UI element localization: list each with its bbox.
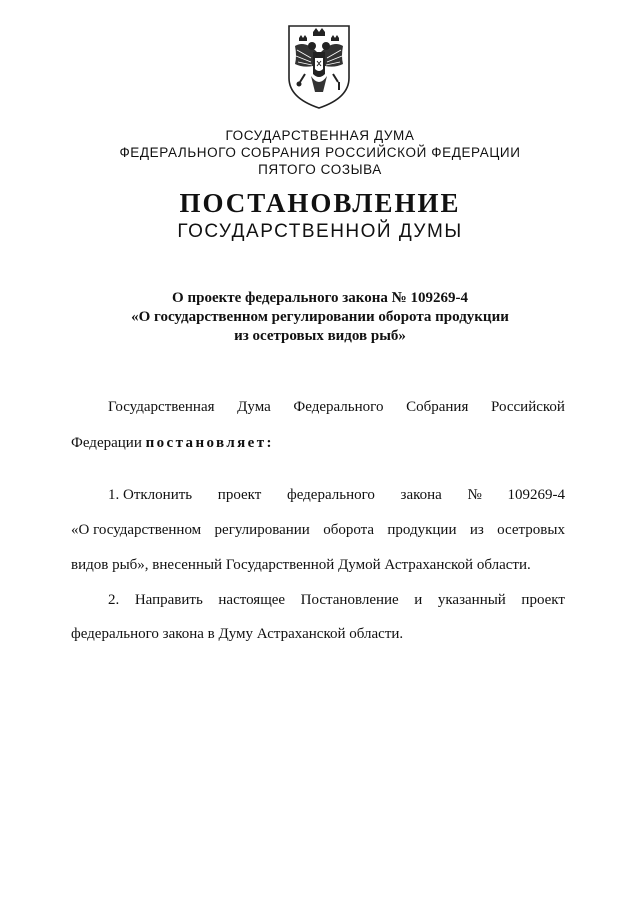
document-subtitle: ГОСУДАРСТВЕННОЙ ДУМЫ xyxy=(177,221,463,242)
header-line-federal-assembly: ФЕДЕРАЛЬНОГО СОБРАНИЯ РОССИЙСКОЙ ФЕДЕРАЦИИ xyxy=(119,145,521,160)
item1-word: осетровых xyxy=(497,522,565,538)
about-line-1: О проекте федерального закона № 109269-4 xyxy=(172,290,468,306)
preamble-word: Собрания xyxy=(406,399,469,415)
item2-word: настоящее xyxy=(218,592,286,608)
coat-of-arms-emblem-icon xyxy=(283,22,355,112)
item1-word: из xyxy=(469,522,484,538)
preamble-federation: Федерации xyxy=(71,435,146,451)
item2-word: указанный xyxy=(437,592,506,608)
item1-line-2 xyxy=(71,520,565,540)
preamble-line-1 xyxy=(108,397,565,417)
item2-word: Направить xyxy=(134,592,203,608)
item1-word: регулировании xyxy=(214,522,310,538)
preamble-word: Дума xyxy=(237,399,271,415)
document-title: ПОСТАНОВЛЕНИЕ xyxy=(179,188,461,218)
item1-word: 1. Отклонить xyxy=(108,487,193,503)
preamble-word: Федерального xyxy=(293,399,384,415)
item2-line-2: федерального закона в Думу Астраханской области. xyxy=(71,626,404,642)
item2-line-1 xyxy=(108,590,565,610)
preamble-line-2 xyxy=(71,433,565,453)
about-line-3: из осетровых видов рыб» xyxy=(234,328,406,344)
item1-word: № xyxy=(467,487,482,503)
header-line-convocation: ПЯТОГО СОЗЫВА xyxy=(258,162,382,177)
item2-word: и xyxy=(414,592,423,608)
item2-word: Постановление xyxy=(300,592,399,608)
item1-word: продукции xyxy=(387,522,457,538)
preamble-word: Государственная xyxy=(108,399,215,415)
preamble-word: Российской xyxy=(491,399,565,415)
item1-word: «О государственном xyxy=(71,522,202,538)
about-line-2: «О государственном регулировании оборота продукции xyxy=(131,309,509,325)
item2-word: проект xyxy=(521,592,565,608)
item1-word: проект xyxy=(217,487,262,503)
item1-word: федерального xyxy=(286,487,375,503)
preamble-decrees: постановляет: xyxy=(145,435,274,451)
item1-word: 109269-4 xyxy=(507,487,565,503)
item1-line-1 xyxy=(108,485,565,505)
header-line-duma: ГОСУДАРСТВЕННАЯ ДУМА xyxy=(225,128,415,143)
item1-word: закона xyxy=(400,487,442,503)
item1-line-3: видов рыб», внесенный Государственной Думой Астраханской области. xyxy=(71,557,531,573)
item1-word: оборота xyxy=(323,522,375,538)
item2-word: 2. xyxy=(108,592,120,608)
